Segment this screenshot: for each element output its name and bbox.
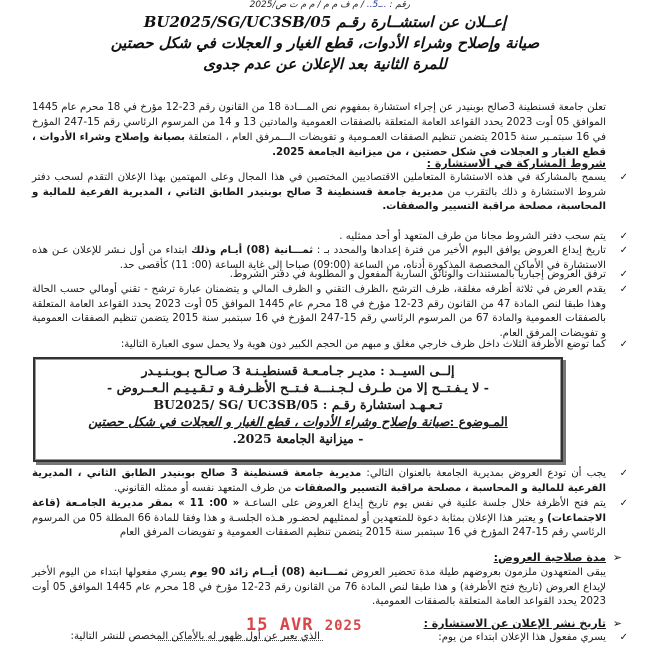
validity-text-2: يسري مفعولها ابتداء من اليوم الأخير لإيداع العروض (تاريخ فتح الأظرفة) و هذا طبقا لنص المادة 76 من القانون رقم 23-12 مؤرخ في 18 محرم عام 1445 الموافق 05 أوت 2023 يحدد القواعد العامة المتعلقة بالصفقات العمومية. [32,567,606,607]
section-heading-publication: تاريخ نشر الإعلان عن الاستشارة : [423,617,606,630]
intro-paragraph [32,100,606,160]
check-icon: ✓ [619,339,628,350]
participation-item-1 [32,171,628,215]
stamp-month: AVR [279,615,314,635]
envelope-ref-prefix: تـعـهـد استشارة رقـم : [322,397,443,412]
check-icon: ✓ [619,245,628,256]
check-icon: ✓ [619,632,628,643]
envelope-opening-notice: - لا يـفـتــح إلا من طـرف لـجـنـــة فـتــح الأظـرفـة و تـقـيـيـم الـعــروض - [107,380,489,395]
participation-item-2 [32,230,628,245]
arrow-bullet-icon: ➢ [612,617,622,630]
envelope-subject-text: صيانة وإصلاح وشراء الأدوات ، قطع الغيار و العجلات في شكل حصتين [88,414,450,429]
item-text: يتم سحب دفتر الشروط مجانا من طرف المتعهد أو أحد ممثليه . [339,231,606,242]
consultation-code: BU2025/SG/UC3SB/05 [143,13,332,31]
intro-bold: بصيانة وإصلاح وشراء الأدوات ، قطع الغيار و العجلات في شكل حصتين ، من ميزانية الجامعة 2025. [32,132,606,158]
check-icon: ✓ [619,468,628,479]
item-text-2: و يعتبر هذا الإعلان بمثابة دعوة للمتعهدين أو لممثليهم لحضـور هـذه الجلسـة و هذا وفقا للمادة 66 المطلة 05 من المرسوم الرئاسي رقم 15-247 المؤرخ في 16 سبتمبر سنة 2015 يتضمن تنظيم الصفقات العمومية و تفويضات المرفق العام [32,512,606,538]
title-line-1 [0,12,650,33]
item-bold: مديرية جامعة قسنطينة 3 صالح بوبنيدر الطابق الثاني ، المديرية الفرعية للمالية و المحاسبة، مصلحة مراقبة التسيير والصفقات. [32,186,606,212]
reference-label: رقم : [389,0,410,10]
title-line-2: صيانة وإصلاح وشراء الأدوات، قطع الغيار و العجلات في شكل حصتين [110,34,540,52]
title-line-3: للمرة الثانية بعد الإعلان عن عدم جدوى [203,55,447,73]
envelope-subject [35,413,561,430]
envelope-addressee: إلــى السيــد : مديـر جـامـعـة قسنطيـنـة 3 صـالـح بـوبـنـيـدر [141,363,455,378]
item-text-2: ابتداء من أول نـشر للإعلان عـن هذه الاستشارة في الأماكن المخصصة المذكورة أدناه، من الساعة (09:00) صباحا إلى غاية الساعة (00: 11) كأقصى حد. [32,245,606,271]
item-text: ترفق العروض إجباريا بالمستندات والوثائق السارية المفعول و المطلوبة في دفتر الشروط. [229,269,606,280]
publication-line-start [438,631,628,645]
envelope-consultation-ref [35,396,561,413]
item-text: يتم فتح الأظرفة خلال جلسة علنية في نفس يوم تاريخ إيداع العروض على الساعـة [239,498,606,509]
participation-item-5 [32,283,628,341]
deposit-item-2 [32,497,628,541]
check-icon: ✓ [619,269,628,280]
stamp-year: 2025 [324,618,363,634]
validity-paragraph [32,566,606,610]
item-bold: « 00: 11 » بمقر مديرية الجامـعة (قاعة الاجتماعات) [32,498,606,524]
validity-text: يبقى المتعهدون ملزمون بعروضهم طيلة مدة تحضير العروض [347,567,607,578]
envelope-ref-code: BU2025/ SG/ UC3SB/05 [153,397,319,412]
reference-number [250,0,410,11]
item-text: كما توضع الأظرفة الثلاث داخل ظرف خارجي مغلق و مبهم من الحجم الكبير دون هوية ولا يحمل سوى العبارة التالية: [120,339,606,350]
section-heading-validity: مدة صلاحية العروض: [493,551,606,564]
title-prefix: إعــلان عن استشــارة رقـم [336,13,507,31]
item-text: يجب أن تودع العروض بمديرية الجامعة بالعنوان التالي: [361,468,606,479]
check-icon: ✓ [619,284,628,295]
item-text-2: من طرف المتعهد نفسه أو ممثله القانوني. [114,482,295,494]
item-bold: ثمـــانية (08) أيـام وذلك [191,245,314,256]
participation-item-4 [32,268,628,283]
intro-text: تعلن جامعة قسنطينة 3صالح بوبنيدر عن إجراء استشارة بمفهوم نص المـــادة 18 من القانون رقم 23-12 مؤرخ في 18 محرم عام 1445 الموافق 05 أوت 2023 يحدد القواعد العامة المتعلقة بالصفقات العمومية والمادتين 13 و 14 من المرسوم الرئاسي رقم 15-247 المؤرخ في 16 سبتمـبر سنة 2015 يتضمن تنظيم الصفقات العمـومية و تفويضات الـــمرفق العام ، المتعلقة [32,102,606,143]
validity-bold: ثمـــانية (08) أيــام زائد 90 يوم [189,567,348,578]
publication-start-text: يسري مفعول هذا الإعلان ابتداء من يوم: [438,632,606,643]
reference-handwritten-number: ..ـ5.. [366,0,387,10]
participation-item-6 [32,338,628,353]
publication-end-text: الذي يعبر عن أول ظهور له بالأماكن المخصص للنشر التالية: [70,631,320,642]
item-bold: مديرية جامعة قسنطينة 3 صالح بوبنيدر الطابق الثاني ، المديرية الفرعية للمالية و المحاسبة ، مصلحة مراقبة التسيير والصفقات [32,468,606,494]
section-heading-participation: شروط المشاركة في الاستشارة : [426,157,606,170]
check-icon: ✓ [619,172,628,183]
arrow-bullet-icon: ➢ [612,551,622,564]
title-block [0,12,650,75]
item-text: يسمح بالمشاركة في هذه الاستشارة المتعاملين الاقتصاديين المختصين في هذا المجال وعلى المهتمين بهذا الإعلان التقدم لسحب دفتر شروط الاستشارة و ذلك بالتقرب من [32,172,606,198]
envelope-subject-label: المـوضوع : [449,414,508,429]
envelope-budget: - ميزانية الجامعة 2025. [232,431,364,446]
deposit-item-1 [32,467,628,496]
reference-suffix: / م ف م م / م م ت ص/2025 [249,0,364,10]
envelope-label-box [33,357,563,462]
stamp-day: 15 [246,615,269,635]
item-text: يقدم العرض في ثلاثة أظرفه مغلقة، ظرف الترشح ،الظرف التقني و الظرف المالي و يتضمنان عبارة ترشح - تقني أومالي حسب الحالة وهذا طبقا لنص المادة 47 من القانون رقم 23-12 مؤرخ في 18 محرم عام 1445 الموافق 05 أوت 2023 يحدد القواعد العامة المتعلقة بالصفقات العمومية والمادة 67 من المرسوم الرئاسي رقم 15-247 المؤرخ في 16 سبتمبر سنة 2015 يتضمن تنظيم الصفقات العمومية و تفويضات المرفق العام. [32,284,607,339]
check-icon: ✓ [619,231,628,242]
check-icon: ✓ [619,498,628,509]
item-text: تاريخ إيداع العروض يوافق اليوم الأخير من فترة إعدادها والمحدد بـ : [313,245,607,256]
